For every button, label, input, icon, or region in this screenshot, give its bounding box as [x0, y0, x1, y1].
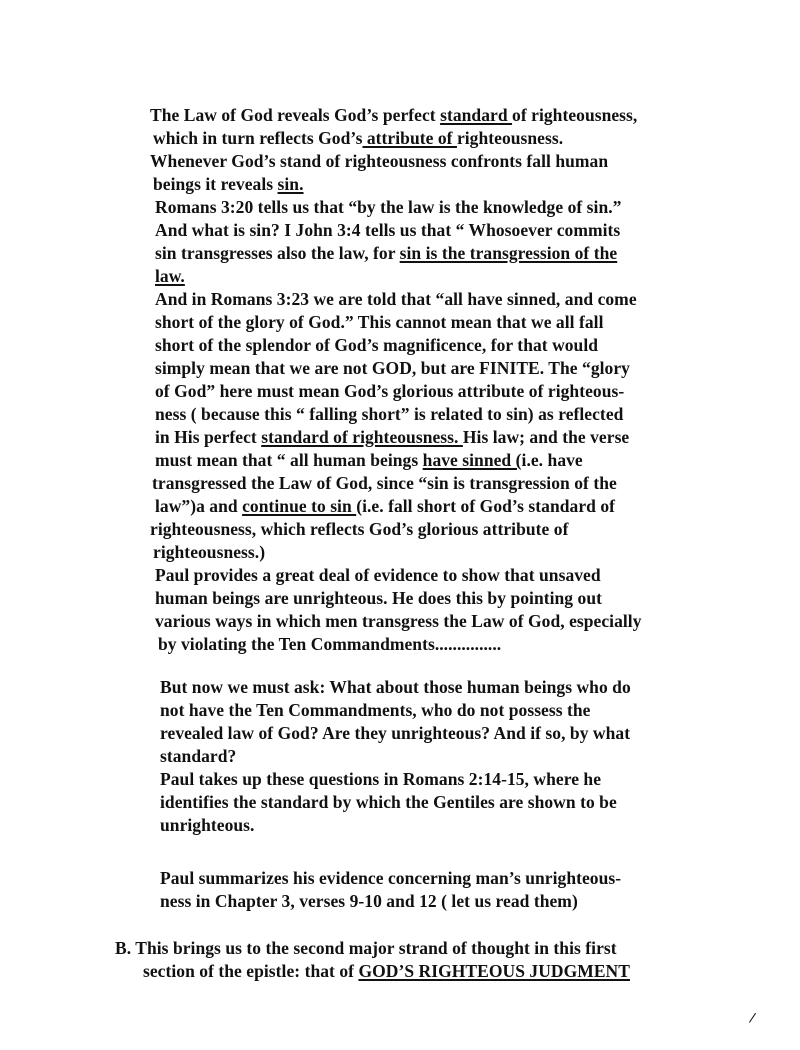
text-segment: identifies the standard by which the Gentiles are shown to be — [160, 792, 617, 812]
text-segment: Paul summarizes his evidence concerning man’s unrighteous- — [160, 868, 622, 888]
text-segment: beings it reveals — [153, 174, 278, 194]
text-line — [153, 127, 563, 149]
text-segment: transgressed the Law of God, since “sin is transgression of the — [152, 473, 617, 493]
text-segment: Paul takes up these questions in Romans 2:14-15, where he — [160, 769, 602, 789]
text-line — [155, 426, 629, 448]
text-line — [155, 311, 604, 333]
text-line — [155, 196, 621, 218]
text-segment: short of the splendor of God’s magnificence, for that would — [155, 335, 599, 355]
text-line — [152, 472, 617, 494]
underlined-text: sin. — [277, 174, 304, 194]
text-segment: i.e. have — [521, 450, 583, 470]
text-line — [160, 814, 254, 836]
text-line — [158, 633, 501, 655]
text-line — [155, 288, 637, 310]
text-segment: revealed law of God? Are they unrighteous? And if so, by what — [160, 723, 631, 743]
underlined-text: standard of righteousness. — [261, 427, 463, 447]
text-line — [150, 518, 568, 540]
text-segment: righteousness, which reflects God’s glorious attribute of — [150, 519, 569, 539]
text-segment: section of the epistle: that of — [143, 961, 359, 981]
text-line — [155, 357, 630, 379]
underlined-text: standard — [440, 105, 513, 125]
text-segment: not have the Ten Commandments, who do not possess the — [160, 700, 591, 720]
text-line — [155, 242, 617, 264]
text-segment: The Law of God reveals God’s perfect — [150, 105, 441, 125]
text-segment: unrighteous. — [160, 815, 255, 835]
text-segment: Whenever God’s stand of righteousness confronts fall human — [150, 151, 609, 171]
text-line — [153, 541, 265, 563]
text-line — [160, 768, 601, 790]
text-segment: must mean that “ all human beings — [155, 450, 423, 470]
text-segment: which in turn reflects God’s — [153, 128, 363, 148]
text-line — [160, 745, 236, 767]
text-line — [155, 265, 185, 287]
text-line — [155, 219, 620, 241]
text-line — [150, 150, 608, 172]
text-segment: of righteousness, — [512, 105, 638, 125]
text-line — [150, 104, 637, 126]
text-line — [160, 676, 631, 698]
underlined-text: have sinned ( — [422, 450, 522, 470]
text-line — [155, 403, 623, 425]
text-segment: His law; and the verse — [462, 427, 630, 447]
text-segment: ness ( because this “ falling short” is related to sin) as reflected — [155, 404, 624, 424]
text-segment: B. This brings us to the second major strand of thought in this first — [115, 938, 617, 958]
text-segment: simply mean that we are not GOD, but are FINITE. The “glory — [155, 358, 630, 378]
text-line — [153, 173, 304, 195]
text-segment: But now we must ask: What about those human beings who do — [160, 677, 631, 697]
text-line — [155, 334, 598, 356]
text-line — [160, 867, 621, 889]
text-segment: standard? — [160, 746, 237, 766]
text-segment: And what is sin? I John 3:4 tells us that “ Whosoever commits — [155, 220, 621, 240]
text-segment: righteousness. — [456, 128, 564, 148]
text-line — [155, 564, 601, 586]
text-segment: Paul provides a great deal of evidence to show that unsaved — [155, 565, 601, 585]
underlined-text: GOD’S RIGHTEOUS JUDGMENT — [358, 961, 630, 981]
text-segment: in His perfect — [155, 427, 262, 447]
text-segment: human beings are unrighteous. He does this by pointing out — [155, 588, 602, 608]
text-line — [160, 791, 617, 813]
text-segment: righteousness.) — [153, 542, 266, 562]
text-line — [155, 587, 602, 609]
text-segment: ness in Chapter 3, verses 9-10 and 12 ( let us read them) — [160, 891, 578, 911]
text-segment: sin transgresses also the law, for — [155, 243, 400, 263]
text-line — [115, 937, 617, 959]
text-line — [155, 610, 642, 632]
underlined-text: law. — [155, 266, 185, 286]
underlined-text: continue to sin — [242, 496, 357, 516]
text-segment: of God” here must mean God’s glorious attribute of righteous- — [155, 381, 625, 401]
underlined-text: attribute of — [362, 128, 457, 148]
text-segment: (i.e. fall short of God’s standard of — [356, 496, 616, 516]
text-line — [143, 960, 630, 982]
text-line — [155, 380, 624, 402]
text-segment: various ways in which men transgress the Law of God, especially — [155, 611, 642, 631]
text-segment: And in Romans 3:23 we are told that “all have sinned, and come — [155, 289, 637, 309]
text-line — [155, 449, 583, 471]
corner-mark: / — [748, 1009, 757, 1028]
text-segment: short of the glory of God.” This cannot mean that we all fall — [155, 312, 604, 332]
text-segment: law”)a and — [155, 496, 243, 516]
text-segment: Romans 3:20 tells us that “by the law is the knowledge of sin.” — [155, 197, 622, 217]
text-line — [160, 890, 578, 912]
text-segment: by violating the Ten Commandments............... — [158, 634, 502, 654]
text-line — [160, 722, 630, 744]
text-line — [155, 495, 615, 517]
text-line — [160, 699, 591, 721]
underlined-text: sin is the transgression of the — [399, 243, 618, 263]
